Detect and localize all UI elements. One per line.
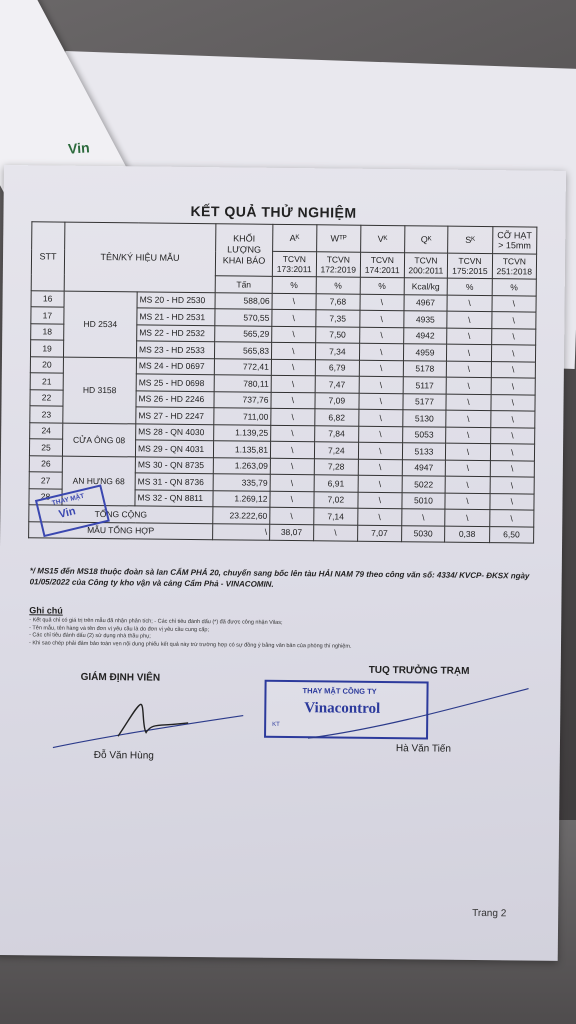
header-std: TCVN 174:2011 bbox=[360, 252, 404, 277]
total-row-label: TỔNG CỘNG bbox=[29, 505, 213, 523]
cell-v: 7,07 bbox=[358, 525, 402, 542]
cell-c: \ bbox=[491, 312, 536, 329]
row-stt: 18 bbox=[31, 323, 64, 340]
note-item: - Khi sao chép phải đảm bảo toàn vẹn nội dung phiếu kết quả này trừ trường hợp có sự đồng ý bằng văn bản của phòng thí nghiệm. bbox=[28, 639, 352, 650]
row-stt: 22 bbox=[30, 389, 63, 406]
cell-v: \ bbox=[358, 459, 402, 476]
cell-w: 7,28 bbox=[314, 458, 359, 475]
sample-code: MS 20 - HD 2530 bbox=[137, 291, 215, 308]
header-ten: TÊN/KÝ HIỆU MẪU bbox=[64, 222, 216, 292]
cell-q: 4967 bbox=[404, 294, 448, 311]
header-sk: Sᴷ bbox=[448, 226, 493, 253]
row-stt: 20 bbox=[30, 356, 63, 373]
cell-v: \ bbox=[359, 393, 403, 410]
sample-code: MS 25 - HD 0698 bbox=[136, 374, 214, 391]
row-stt: 21 bbox=[30, 373, 63, 390]
row-stt: 27 bbox=[29, 472, 62, 489]
cell-c: \ bbox=[491, 361, 536, 378]
cell-c: \ bbox=[490, 444, 535, 461]
group-name: HD 3158 bbox=[63, 357, 137, 424]
cell-a: \ bbox=[270, 507, 314, 524]
cell-a: \ bbox=[271, 375, 315, 392]
cell-c: 6,50 bbox=[489, 526, 534, 543]
logo-fragment: Vin bbox=[67, 139, 91, 157]
unit: Tấn bbox=[215, 276, 272, 293]
cell-c: \ bbox=[490, 493, 535, 510]
cell-q: 4959 bbox=[403, 344, 447, 361]
cell-v: \ bbox=[358, 492, 402, 509]
cell-a: \ bbox=[272, 293, 316, 310]
inspector-signature bbox=[48, 695, 249, 757]
cell-v: \ bbox=[359, 409, 403, 426]
cell-q: 5178 bbox=[403, 360, 447, 377]
row-stt: 17 bbox=[31, 307, 64, 324]
head-signature bbox=[298, 678, 539, 751]
header-vk: Vᴷ bbox=[361, 225, 405, 252]
cell-a: \ bbox=[271, 392, 315, 409]
cell-a: \ bbox=[270, 474, 314, 491]
cell-a: \ bbox=[270, 441, 314, 458]
cell-kl: 335,79 bbox=[213, 474, 270, 491]
sample-code: MS 23 - HD 2533 bbox=[136, 341, 214, 358]
unit: % bbox=[272, 276, 316, 293]
cell-s: \ bbox=[446, 377, 491, 394]
sample-code: MS 32 - QN 8811 bbox=[135, 489, 213, 506]
note-item: - Kết quả chỉ có giá trị trên mẫu đã nhận phân tích; - Các chỉ tiêu đánh dấu (*) đã được công nhận Vilas; bbox=[29, 617, 283, 626]
cell-w: 7,34 bbox=[315, 343, 360, 360]
row-stt: 25 bbox=[29, 439, 62, 456]
cell-c: \ bbox=[491, 345, 536, 362]
cell-c: \ bbox=[492, 295, 537, 312]
cell-q: 5117 bbox=[403, 377, 447, 394]
cell-kl: 711,00 bbox=[214, 408, 271, 425]
cell-v: \ bbox=[360, 310, 404, 327]
unit: % bbox=[492, 279, 537, 296]
cell-q: 5022 bbox=[402, 476, 446, 493]
sample-code: MS 31 - QN 8736 bbox=[135, 473, 213, 490]
unit: % bbox=[360, 277, 404, 294]
cell-v: \ bbox=[359, 426, 403, 443]
cell-c: \ bbox=[491, 394, 536, 411]
cell-q: 5177 bbox=[403, 393, 447, 410]
cell-s: \ bbox=[446, 410, 491, 427]
document-page bbox=[0, 165, 566, 961]
unit: % bbox=[316, 277, 361, 294]
sample-code: MS 26 - HD 2246 bbox=[136, 390, 214, 407]
cell-q: 5133 bbox=[402, 443, 446, 460]
cell-c: \ bbox=[491, 328, 536, 345]
cell-kl: 780,11 bbox=[214, 375, 271, 392]
cell-a: \ bbox=[270, 491, 314, 508]
cell-a: 38,07 bbox=[270, 524, 314, 541]
row-stt: 28 bbox=[29, 488, 62, 505]
group-name: AN HƯNG 68 bbox=[62, 456, 136, 506]
cell-s: \ bbox=[447, 295, 492, 312]
cell-w: 7,84 bbox=[314, 425, 359, 442]
cell-q: 5053 bbox=[402, 426, 446, 443]
cell-s: \ bbox=[447, 344, 492, 361]
cell-a: \ bbox=[272, 309, 316, 326]
cell-q: 5130 bbox=[402, 410, 446, 427]
row-stt: 19 bbox=[30, 340, 63, 357]
header-ak: Aᴷ bbox=[273, 224, 317, 251]
results-table bbox=[28, 221, 537, 543]
sample-code: MS 29 - QN 4031 bbox=[135, 440, 213, 457]
row-stt: 26 bbox=[29, 455, 62, 472]
cell-w: 7,09 bbox=[315, 392, 360, 409]
cell-q: 4935 bbox=[403, 311, 447, 328]
row-stt: 23 bbox=[30, 406, 63, 423]
cell-a: \ bbox=[271, 342, 315, 359]
cell-kl: 1.135,81 bbox=[213, 441, 270, 458]
note-item: - Tên mẫu, tên hàng và tên đơn vị yêu cầu là do đơn vị yêu cầu cung cấp; bbox=[29, 624, 210, 633]
group-name: CỬA ÔNG 08 bbox=[62, 423, 135, 457]
cell-s: \ bbox=[446, 427, 491, 444]
cell-c: \ bbox=[490, 427, 535, 444]
cell-kl: 737,76 bbox=[214, 391, 271, 408]
sample-code: MS 24 - HD 0697 bbox=[136, 357, 214, 374]
cell-v: \ bbox=[359, 376, 403, 393]
cell-v: \ bbox=[359, 360, 403, 377]
sample-code: MS 27 - HD 2247 bbox=[136, 407, 214, 424]
sample-code: MS 22 - HD 2532 bbox=[137, 324, 215, 341]
cell-a: \ bbox=[271, 425, 315, 442]
cell-w: 7,24 bbox=[314, 442, 359, 459]
cell-kl: 1.139,25 bbox=[214, 424, 271, 441]
row-stt: 16 bbox=[31, 290, 64, 307]
cell-s: \ bbox=[447, 328, 492, 345]
sample-code: MS 30 - QN 8735 bbox=[135, 456, 213, 473]
cell-kl: 23.222,60 bbox=[213, 507, 270, 524]
cell-kl: 565,83 bbox=[214, 342, 271, 359]
cell-q: 4947 bbox=[402, 459, 446, 476]
cell-c: \ bbox=[490, 477, 535, 494]
cell-c: \ bbox=[490, 460, 535, 477]
cell-s: \ bbox=[447, 361, 492, 378]
head-name: Hà Văn Tiến bbox=[395, 743, 452, 755]
cell-q: 5030 bbox=[401, 525, 445, 542]
footnote: */ MS15 đến MS18 thuộc đoàn sà lan CẨM PHẢ 20, chuyển sang bốc lên tàu HẢI NAM 79 theo công văn số: 4334/ KVCP- ĐKSX ngày 01/05/2022 của Công ty kho vận và cảng Cẩm Phả - VINACOMIN. bbox=[29, 566, 530, 589]
cell-s: \ bbox=[445, 493, 490, 510]
small-stamp: THAY MẶT Vin bbox=[35, 484, 110, 537]
header-std: TCVN 172:2019 bbox=[316, 252, 361, 277]
notes-title: Ghi chú bbox=[29, 605, 63, 616]
header-std: TCVN 251:2018 bbox=[492, 254, 537, 279]
sample-code: MS 21 - HD 2531 bbox=[137, 308, 215, 325]
cell-c: \ bbox=[491, 378, 536, 395]
cell-q: 4942 bbox=[403, 327, 447, 344]
unit: % bbox=[447, 278, 492, 295]
cell-q: \ bbox=[401, 509, 445, 526]
header-khoi: KHỐI LƯỢNG KHAI BÁO bbox=[215, 224, 273, 277]
notes-list bbox=[29, 617, 529, 652]
cell-v: \ bbox=[358, 442, 402, 459]
cell-s: \ bbox=[446, 394, 491, 411]
cell-a: \ bbox=[271, 408, 315, 425]
cell-a: \ bbox=[272, 326, 316, 343]
cell-v: \ bbox=[360, 327, 404, 344]
cell-v: \ bbox=[359, 343, 403, 360]
cell-w: 7,14 bbox=[313, 508, 358, 525]
cell-v: \ bbox=[358, 475, 402, 492]
cell-s: 0,38 bbox=[445, 526, 490, 543]
header-stt: STT bbox=[31, 222, 65, 291]
cell-a: \ bbox=[271, 359, 315, 376]
sample-code: MS 28 - QN 4030 bbox=[136, 423, 214, 440]
inspector-name: Đỗ Văn Hùng bbox=[93, 749, 154, 762]
cell-w: \ bbox=[313, 524, 358, 541]
cell-kl: 588,06 bbox=[215, 292, 272, 309]
cell-c: \ bbox=[489, 510, 534, 527]
cell-w: 7,47 bbox=[315, 376, 360, 393]
cell-s: \ bbox=[447, 311, 492, 328]
head-title: TUQ TRƯỞNG TRẠM bbox=[368, 664, 470, 677]
note-item: - Các chỉ tiêu đánh dấu (2) sử dụng nhà thầu phụ; bbox=[29, 632, 151, 640]
cell-a: \ bbox=[270, 458, 314, 475]
cell-q: 5010 bbox=[402, 492, 446, 509]
cell-w: 6,91 bbox=[314, 475, 359, 492]
cell-kl: 570,55 bbox=[215, 309, 272, 326]
cell-s: \ bbox=[446, 443, 491, 460]
header-std: TCVN 173:2011 bbox=[272, 251, 316, 276]
cell-s: \ bbox=[446, 460, 491, 477]
cell-c: \ bbox=[490, 411, 535, 428]
cell-kl: 772,41 bbox=[214, 358, 271, 375]
row-stt: 24 bbox=[30, 422, 63, 439]
cell-w: 7,50 bbox=[315, 326, 360, 343]
cell-w: 7,35 bbox=[315, 310, 360, 327]
cell-w: 7,68 bbox=[316, 293, 361, 310]
cell-kl: 1.269,12 bbox=[213, 490, 270, 507]
header-qk: Qᴷ bbox=[404, 226, 448, 253]
cell-w: 6,82 bbox=[314, 409, 359, 426]
unit: Kcal/kg bbox=[404, 278, 448, 295]
cell-kl: 1.263,09 bbox=[213, 457, 270, 474]
header-std: TCVN 200:2011 bbox=[404, 253, 448, 278]
inspector-title: GIÁM ĐỊNH VIÊN bbox=[80, 671, 161, 684]
cell-kl: \ bbox=[213, 523, 270, 540]
header-wtp: Wᵀᴾ bbox=[316, 225, 361, 252]
cell-w: 7,02 bbox=[314, 491, 359, 508]
header-co-hat: CỠ HẠT > 15mm bbox=[492, 227, 537, 254]
sum-sample-row-label: MẪU TỔNG HỢP bbox=[29, 521, 213, 539]
page-number: Trang 2 bbox=[472, 907, 507, 920]
cell-s: \ bbox=[445, 476, 490, 493]
cell-v: \ bbox=[360, 294, 404, 311]
cell-s: \ bbox=[445, 509, 490, 526]
group-name: HD 2534 bbox=[63, 291, 137, 358]
page-title: KẾT QUẢ THỬ NGHIỆM bbox=[190, 202, 357, 221]
cell-kl: 565,29 bbox=[215, 325, 272, 342]
company-stamp: THAY MẶT CÔNG TY Vinacontrol KT bbox=[264, 680, 429, 740]
header-std: TCVN 175:2015 bbox=[448, 253, 493, 278]
cell-v: \ bbox=[358, 508, 402, 525]
cell-w: 6,79 bbox=[315, 359, 360, 376]
